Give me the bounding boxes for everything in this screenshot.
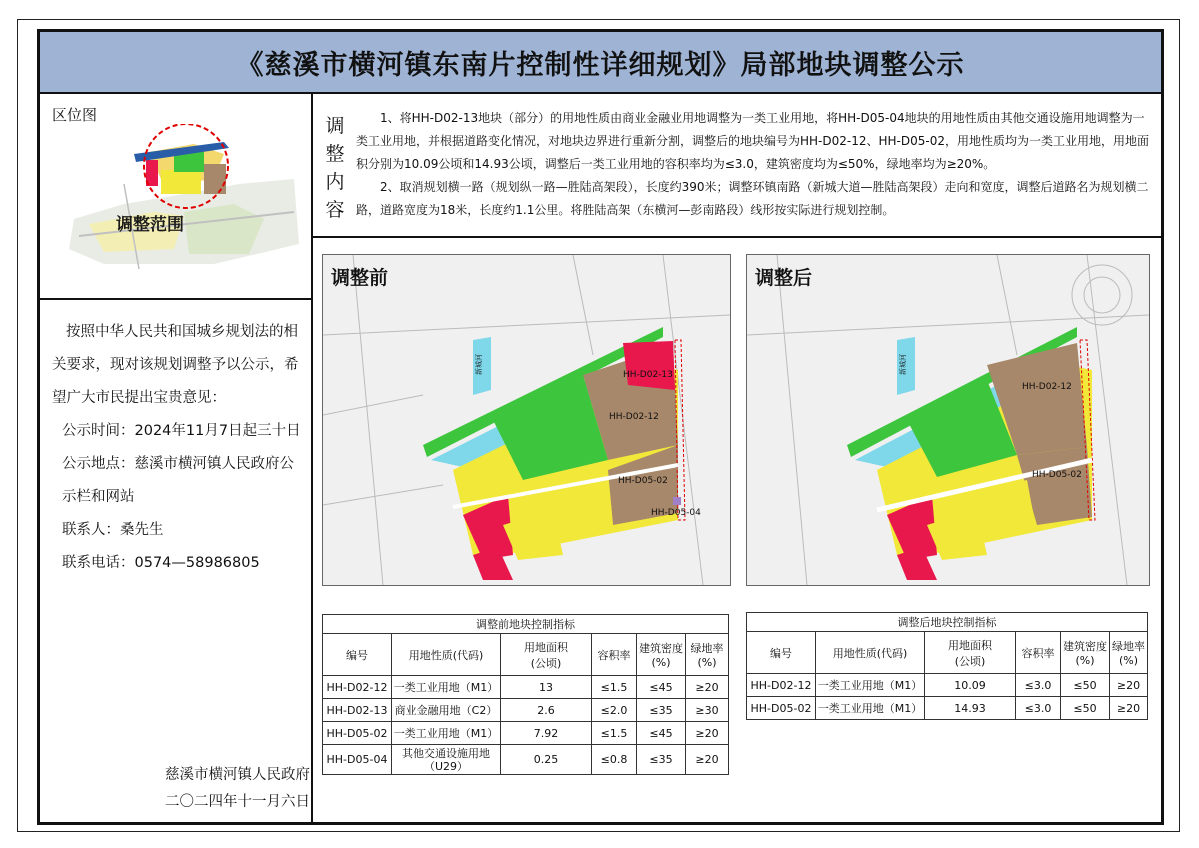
- parcel-label-d02-13: HH-D02-13: [623, 370, 673, 380]
- page-title: 《慈溪市横河镇东南片控制性详细规划》局部地块调整公示: [236, 49, 965, 81]
- content-item-1: 1、将HH-D02-13地块（部分）的用地性质由商业金融业用地调整为一类工业用地，将HH-D05-04地块的用地性质由其他交通设施用地调整为一类工业用地，并根据道路变化情况，对地块边界进行重新分割，调整后的地块编号为HH-D02-12、HH-D05-02，用地性质均为一类工业用地，用地面积分别为10.09公顷和14.93公顷，调整后一类工业用地的容积率均为≤3.0，建筑密度均为≤50%，绿地率均为≥20%。: [356, 111, 1149, 171]
- notice-phone: 联系电话：0574—58986805: [62, 555, 260, 571]
- parcel-label-d05-04: HH-D05-04: [651, 508, 701, 518]
- table-header: 用地性质(代码): [392, 634, 501, 676]
- table-cell: 2.6: [501, 699, 592, 722]
- table-cell: ≤1.5: [592, 676, 637, 699]
- notice-place: 公示地点：慈溪市横河镇人民政府公示栏和网站: [62, 456, 294, 505]
- table-cell: 13: [501, 676, 592, 699]
- table-row: [323, 722, 729, 745]
- table-cell: ≥20: [686, 676, 729, 699]
- content-body: [356, 107, 1156, 222]
- table-cell: ≤35: [637, 699, 686, 722]
- content-heading: 调整内容: [325, 115, 345, 221]
- table-after-header-row: [747, 632, 1148, 674]
- signoff-org: 慈溪市横河镇人民政府: [165, 767, 310, 783]
- table-cell: 一类工业用地（M1）: [392, 722, 501, 745]
- table-cell: ≥20: [686, 745, 729, 775]
- table-cell: ≤45: [637, 722, 686, 745]
- table-cell: HH-D05-04: [323, 745, 392, 775]
- parcel-label-after-d05-02: HH-D05-02: [1032, 470, 1082, 480]
- content-item-2: 2、取消规划横一路（规划纵一路—胜陆高架段），长度约390米；调整环镇南路（新城大道—胜陆高架段）走向和宽度，调整后道路名为规划横二路，道路宽度为18米，长度约1.1公里。将胜陆高架（东横河—彭南路段）线形按实际进行规划控制。: [356, 180, 1149, 217]
- table-cell: ≤0.8: [592, 745, 637, 775]
- table-cell: ≥20: [1110, 697, 1148, 720]
- table-cell: 7.92: [501, 722, 592, 745]
- table-cell: HH-D02-13: [323, 699, 392, 722]
- table-cell: 一类工业用地（M1）: [816, 697, 925, 720]
- table-header: 用地面积 (公顷): [925, 632, 1016, 674]
- table-cell: 其他交通设施用地 （U29）: [392, 745, 501, 775]
- notice-time: 公示时间：2024年11月7日起三十日: [62, 423, 301, 439]
- table-header: 建筑密度 (%): [637, 634, 686, 676]
- table-header: 编号: [323, 634, 392, 676]
- table-cell: HH-D05-02: [323, 722, 392, 745]
- table-cell: ≥20: [1110, 674, 1148, 697]
- table-cell: 一类工业用地（M1）: [816, 674, 925, 697]
- river-label: 新城河: [475, 354, 483, 375]
- table-cell: 商业金融用地（C2）: [392, 699, 501, 722]
- location-divider: [40, 298, 312, 300]
- table-header: 绿地率 (%): [686, 634, 729, 676]
- signoff: [150, 762, 310, 816]
- table-header: 容积率: [592, 634, 637, 676]
- signoff-date: 二〇二四年十一月六日: [165, 794, 310, 810]
- table-row: [747, 697, 1148, 720]
- map-after: [746, 254, 1150, 586]
- scope-label: 调整范围: [116, 215, 184, 235]
- notice-contact: 联系人：桑先生: [62, 522, 164, 538]
- table-cell: ≤50: [1061, 697, 1110, 720]
- title-bar: [40, 32, 1161, 94]
- table-cell: HH-D02-12: [747, 674, 816, 697]
- map-after-label: 调整后: [755, 267, 813, 289]
- table-header: 用地面积 (公顷): [501, 634, 592, 676]
- table-cell: ≤35: [637, 745, 686, 775]
- table-header: 容积率: [1016, 632, 1061, 674]
- content-divider: [312, 236, 1161, 238]
- river-label-after: 新城河: [899, 354, 907, 375]
- table-row: [323, 676, 729, 699]
- table-cell: ≤2.0: [592, 699, 637, 722]
- table-header: 建筑密度 (%): [1061, 632, 1110, 674]
- table-row: [747, 674, 1148, 697]
- table-header: 编号: [747, 632, 816, 674]
- map-before: [322, 254, 731, 586]
- table-header: 用地性质(代码): [816, 632, 925, 674]
- parcel-label-after-d02-12: HH-D02-12: [1022, 382, 1072, 392]
- table-after-caption: 调整后地块控制指标: [747, 613, 1148, 632]
- table-cell: ≥20: [686, 722, 729, 745]
- left-column-divider: [311, 94, 313, 822]
- table-before-caption: 调整前地块控制指标: [323, 615, 729, 634]
- table-header: 绿地率 (%): [1110, 632, 1148, 674]
- table-cell: ≤3.0: [1016, 674, 1061, 697]
- table-row: [323, 745, 729, 775]
- table-after: [746, 612, 1148, 720]
- notice-paragraph: 按照中华人民共和国城乡规划法的相关要求，现对该规划调整予以公示，希望广大市民提出宝贵意见：: [52, 324, 299, 406]
- notice-text: [52, 316, 308, 580]
- table-cell: HH-D02-12: [323, 676, 392, 699]
- table-cell: HH-D05-02: [747, 697, 816, 720]
- table-cell: ≤45: [637, 676, 686, 699]
- table-cell: ≥30: [686, 699, 729, 722]
- table-cell: 0.25: [501, 745, 592, 775]
- location-heading: 区位图: [52, 106, 98, 124]
- table-cell: 10.09: [925, 674, 1016, 697]
- table-before-header-row: [323, 634, 729, 676]
- parcel-label-d05-02: HH-D05-02: [618, 476, 668, 486]
- location-map: [64, 124, 304, 274]
- map-before-label: 调整前: [331, 267, 389, 289]
- parcel-label-d02-12: HH-D02-12: [609, 412, 659, 422]
- table-cell: ≤1.5: [592, 722, 637, 745]
- table-before: [322, 614, 729, 775]
- table-cell: ≤3.0: [1016, 697, 1061, 720]
- table-row: [323, 699, 729, 722]
- table-cell: 一类工业用地（M1）: [392, 676, 501, 699]
- table-cell: ≤50: [1061, 674, 1110, 697]
- table-cell: 14.93: [925, 697, 1016, 720]
